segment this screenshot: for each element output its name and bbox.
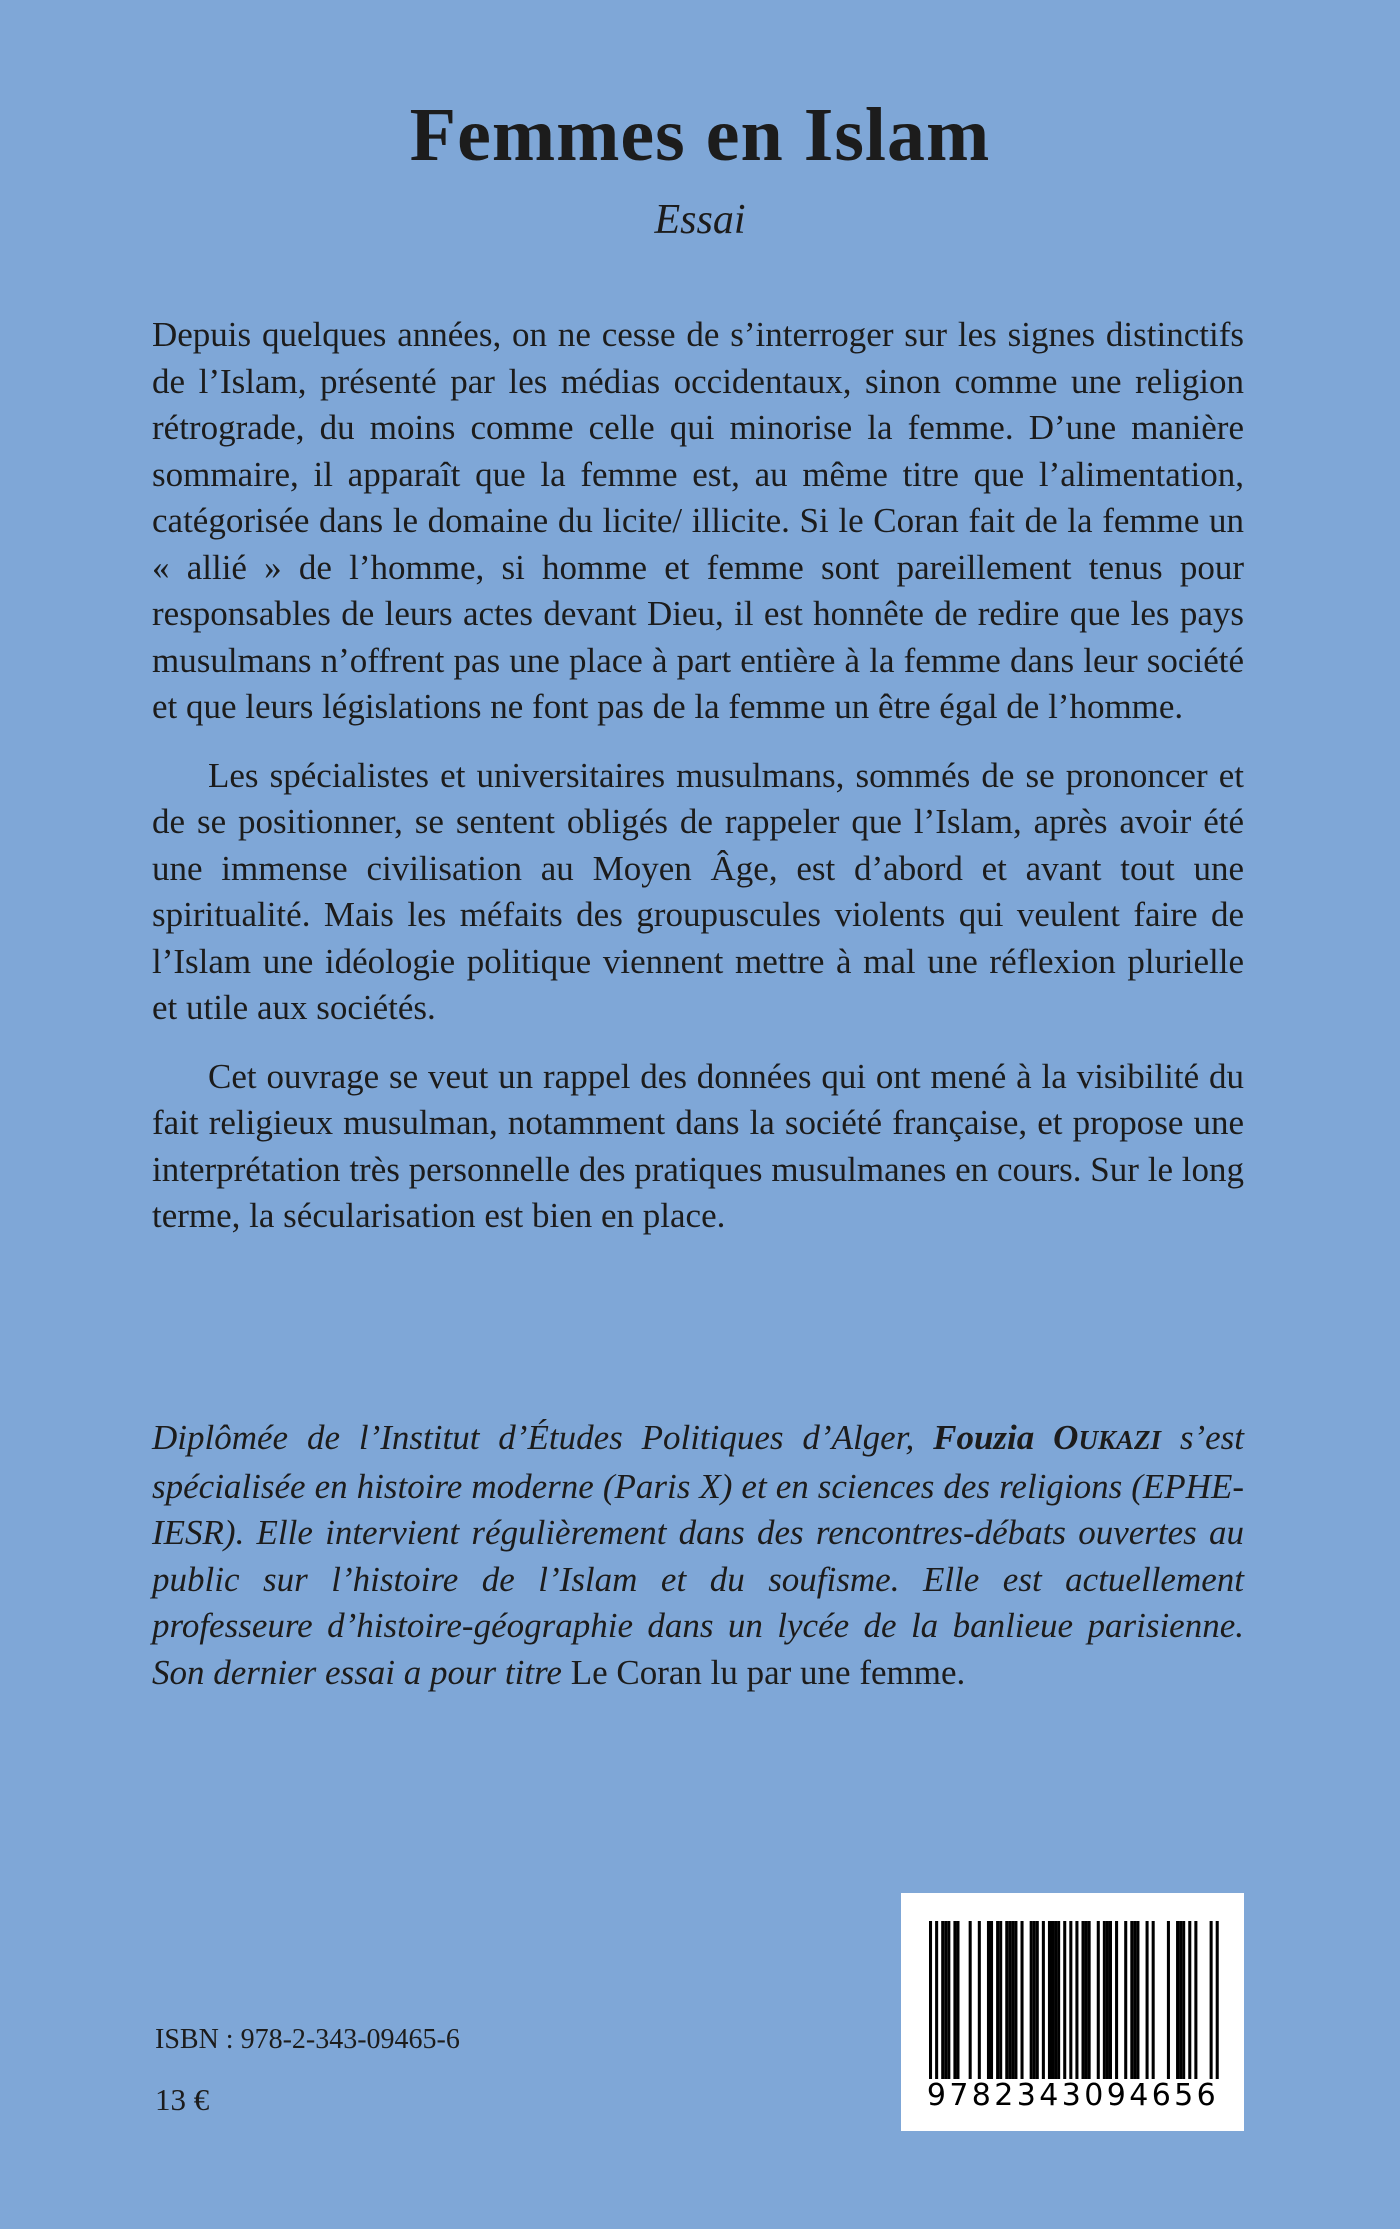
barcode-bar bbox=[953, 1921, 956, 2079]
barcode-bar bbox=[1194, 1921, 1197, 2079]
barcode-bar bbox=[1054, 1921, 1057, 2079]
author-bio: Diplômée de l’Institut d’Études Politiques d’Alger, Fouzia OUKAZI s’est spécialisée en histoire moderne (Paris X) et en sciences des religions (EPHE-IESR). Elle intervient régulièrement dans des rencontres-débats ouvertes au public sur l’histoire de l’Islam et du soufisme. Elle est actuellement professeure d’histoire-géographie dans un lycée de la banlieue parisienne. Son dernier essai a pour titre Le Coran lu par une femme. bbox=[152, 1418, 1245, 1692]
barcode-bar bbox=[1008, 1921, 1011, 2079]
barcode-bar bbox=[944, 1921, 947, 2079]
barcode-bar bbox=[1130, 1921, 1133, 2079]
barcode-bar bbox=[1106, 1921, 1109, 2079]
barcode-bar bbox=[1005, 1921, 1008, 2079]
barcode-bar bbox=[1146, 1921, 1149, 2079]
barcode-bar bbox=[1088, 1921, 1091, 2079]
summary-paragraph-2: Les spécialistes et universitaires musulmans, sommés de se prononcer et de se positionner, se sentent obligés de rappeler que l’Islam, après avoir été une immense civilisation au Moyen Âge, est d’abord et avant tout une spiritualité. Mais les méfaits des groupuscules violents qui veulent faire de l’Islam une idéologie politique viennent mettre à mal une réflexion plurielle et utile aux sociétés. bbox=[152, 755, 1244, 1027]
barcode-bar bbox=[990, 1921, 993, 2079]
author-name: Fouzia OUKAZI bbox=[933, 1418, 1161, 1457]
bio-text: s’est spécialisée en histoire moderne (Paris X) et en sciences des religions (EPHE-IESR). Elle intervient régulièrement dans des rencontres-débats ouvertes au public sur l’histoire de l’Islam et du soufisme. Elle est actuellement professeure d’histoire-géographie dans un lycée de la banlieue parisienne. Son dernier essai a pour titre bbox=[152, 1418, 1245, 1692]
barcode-bar bbox=[1051, 1921, 1054, 2079]
back-cover-summary bbox=[152, 312, 1244, 1262]
barcode bbox=[901, 1893, 1244, 2131]
barcode-bar bbox=[978, 1921, 981, 2079]
barcode-bar bbox=[1182, 1921, 1185, 2079]
barcode-bar bbox=[1103, 1921, 1106, 2079]
barcode-bar bbox=[1179, 1921, 1182, 2079]
barcode-bar bbox=[941, 1921, 944, 2079]
barcode-bar bbox=[1021, 1921, 1024, 2079]
isbn-label: ISBN : 978-2-343-09465-6 bbox=[155, 2024, 460, 2055]
barcode-bar bbox=[1033, 1921, 1036, 2079]
barcode-bar bbox=[1011, 1921, 1014, 2079]
barcode-bar bbox=[999, 1921, 1002, 2079]
barcode-bar bbox=[1048, 1921, 1051, 2079]
barcode-bar bbox=[947, 1921, 950, 2079]
book-title: Femmes en Islam bbox=[409, 93, 991, 177]
barcode-bar bbox=[1133, 1921, 1136, 2079]
barcode-bar bbox=[1152, 1921, 1155, 2079]
price-label: 13 € bbox=[155, 2082, 210, 2117]
barcode-bar bbox=[1176, 1921, 1179, 2079]
barcode-bar bbox=[1057, 1921, 1060, 2079]
barcode-bar bbox=[1136, 1921, 1139, 2079]
barcode-bar bbox=[1063, 1921, 1066, 2079]
barcode-bar bbox=[1014, 1921, 1017, 2079]
barcode-bar bbox=[987, 1921, 990, 2079]
barcode-bar bbox=[996, 1921, 999, 2079]
bio-intro: Diplômée de l’Institut d’Études Politiques d’Alger, bbox=[152, 1418, 934, 1457]
barcode-bar bbox=[1030, 1921, 1033, 2079]
barcode-bar bbox=[1188, 1921, 1191, 2079]
barcode-bar bbox=[1042, 1921, 1045, 2079]
barcode-bar bbox=[1097, 1921, 1100, 2079]
barcode-bar bbox=[1082, 1921, 1085, 2079]
barcode-bar bbox=[956, 1921, 959, 2079]
barcode-bar bbox=[969, 1921, 972, 2079]
barcode-bar bbox=[1085, 1921, 1088, 2079]
barcode-bar bbox=[1115, 1921, 1118, 2079]
barcode-bar bbox=[1167, 1921, 1170, 2079]
book-subtitle: Essai bbox=[654, 197, 746, 243]
barcode-bar bbox=[1124, 1921, 1127, 2079]
previous-book-title: Le Coran lu par une femme bbox=[570, 1652, 957, 1692]
summary-paragraph-1: Depuis quelques années, on ne cesse de s’interroger sur les signes distinctifs de l’Islam, présenté par les médias occidentaux, sinon comme une religion rétrograde, du moins comme celle qui minorise la femme. D’une manière sommaire, il apparaît que la femme est, au même titre que l’alimentation, catégorisée dans le domaine du licite/ illicite. Si le Coran fait de la femme un « allié » de l’homme, si homme et femme sont pareillement tenus pour responsables de leurs actes devant Dieu, il est honnête de redire que les pays musulmans n’offrent pas une place à part entière à la femme dans leur société et que leurs législations ne font pas de la femme un être égal de l’homme. bbox=[152, 315, 1244, 726]
barcode-digits: 9782343094656 bbox=[919, 2079, 1227, 2113]
barcode-bar bbox=[1036, 1921, 1039, 2079]
barcode-bar bbox=[1109, 1921, 1112, 2079]
summary-paragraph-3: Cet ouvrage se veut un rappel des données qui ont mené à la visibilité du fait religieux musulman, notamment dans la société française, et propose une interprétation très personnelle des pratiques musulmanes en cours. Sur le long terme, la sécularisation est bien en place. bbox=[152, 1056, 1244, 1235]
